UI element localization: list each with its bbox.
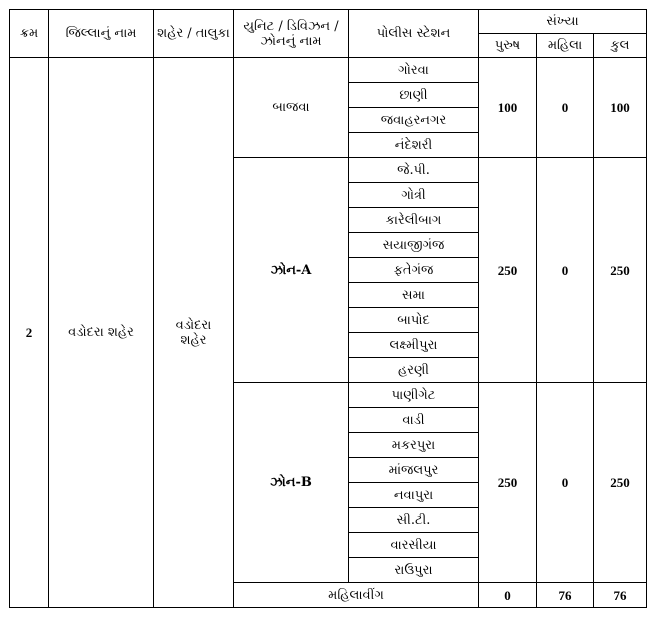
- station-name: સમા: [349, 283, 479, 308]
- unit-name: ઝોન-B: [234, 383, 349, 583]
- station-name: પાણીગેટ: [349, 383, 479, 408]
- station-name: વાડી: [349, 408, 479, 433]
- women-wing-total: 76: [594, 583, 647, 608]
- station-name: ગોત્રી: [349, 183, 479, 208]
- count-female: 0: [537, 58, 594, 158]
- header-serial: ક્રમ: [10, 10, 49, 58]
- record-city-line2: શહેર: [180, 332, 207, 348]
- station-name: ગોરવા: [349, 58, 479, 83]
- count-total: 250: [594, 383, 647, 583]
- record-city: [154, 58, 234, 608]
- women-wing-label: મહિલાવીંગ: [234, 583, 479, 608]
- count-male: 250: [479, 158, 537, 383]
- unit-name: ઝોન-A: [234, 158, 349, 383]
- station-name: જવાહરનગર: [349, 108, 479, 133]
- women-wing-female: 76: [537, 583, 594, 608]
- header-unit: યુનિટ / ડિવિઝન / ઝોનનું નામ: [234, 10, 349, 58]
- record-district: વડોદરા શહેર: [49, 58, 154, 608]
- header-station: પોલીસ સ્ટેશન: [349, 10, 479, 58]
- record-serial: 2: [10, 58, 49, 608]
- station-name: જે.પી.: [349, 158, 479, 183]
- record-city-line1: વડોદરા: [175, 317, 212, 333]
- header-total: કુલ: [594, 34, 647, 58]
- count-male: 250: [479, 383, 537, 583]
- station-name: સી.ટી.: [349, 508, 479, 533]
- station-name: કારેલીબાગ: [349, 208, 479, 233]
- header-row: [10, 10, 647, 34]
- header-district: જિલ્લાનું નામ: [49, 10, 154, 58]
- station-name: લક્ષ્મીપુરા: [349, 333, 479, 358]
- count-female: 0: [537, 158, 594, 383]
- header-count: સંખ્યા: [479, 10, 647, 34]
- station-name: મકરપુરા: [349, 433, 479, 458]
- count-female: 0: [537, 383, 594, 583]
- header-city: શહેર / તાલુકા: [154, 10, 234, 58]
- station-name: નંદેશરી: [349, 133, 479, 158]
- station-name: વારસીયા: [349, 533, 479, 558]
- count-total: 100: [594, 58, 647, 158]
- table-row: [10, 58, 647, 83]
- station-name: ફતેગંજ: [349, 258, 479, 283]
- station-name: રાઉપુરા: [349, 558, 479, 583]
- header-male: પુરુષ: [479, 34, 537, 58]
- station-name: છાણી: [349, 83, 479, 108]
- station-name: માંજલપુર: [349, 458, 479, 483]
- count-total: 250: [594, 158, 647, 383]
- header-female: મહિલા: [537, 34, 594, 58]
- women-wing-male: 0: [479, 583, 537, 608]
- police-strength-table: [9, 9, 647, 608]
- unit-name: બાજવા: [234, 58, 349, 158]
- station-name: નવાપુરા: [349, 483, 479, 508]
- station-name: બાપોદ: [349, 308, 479, 333]
- count-male: 100: [479, 58, 537, 158]
- station-name: સયાજીગંજ: [349, 233, 479, 258]
- station-name: હરણી: [349, 358, 479, 383]
